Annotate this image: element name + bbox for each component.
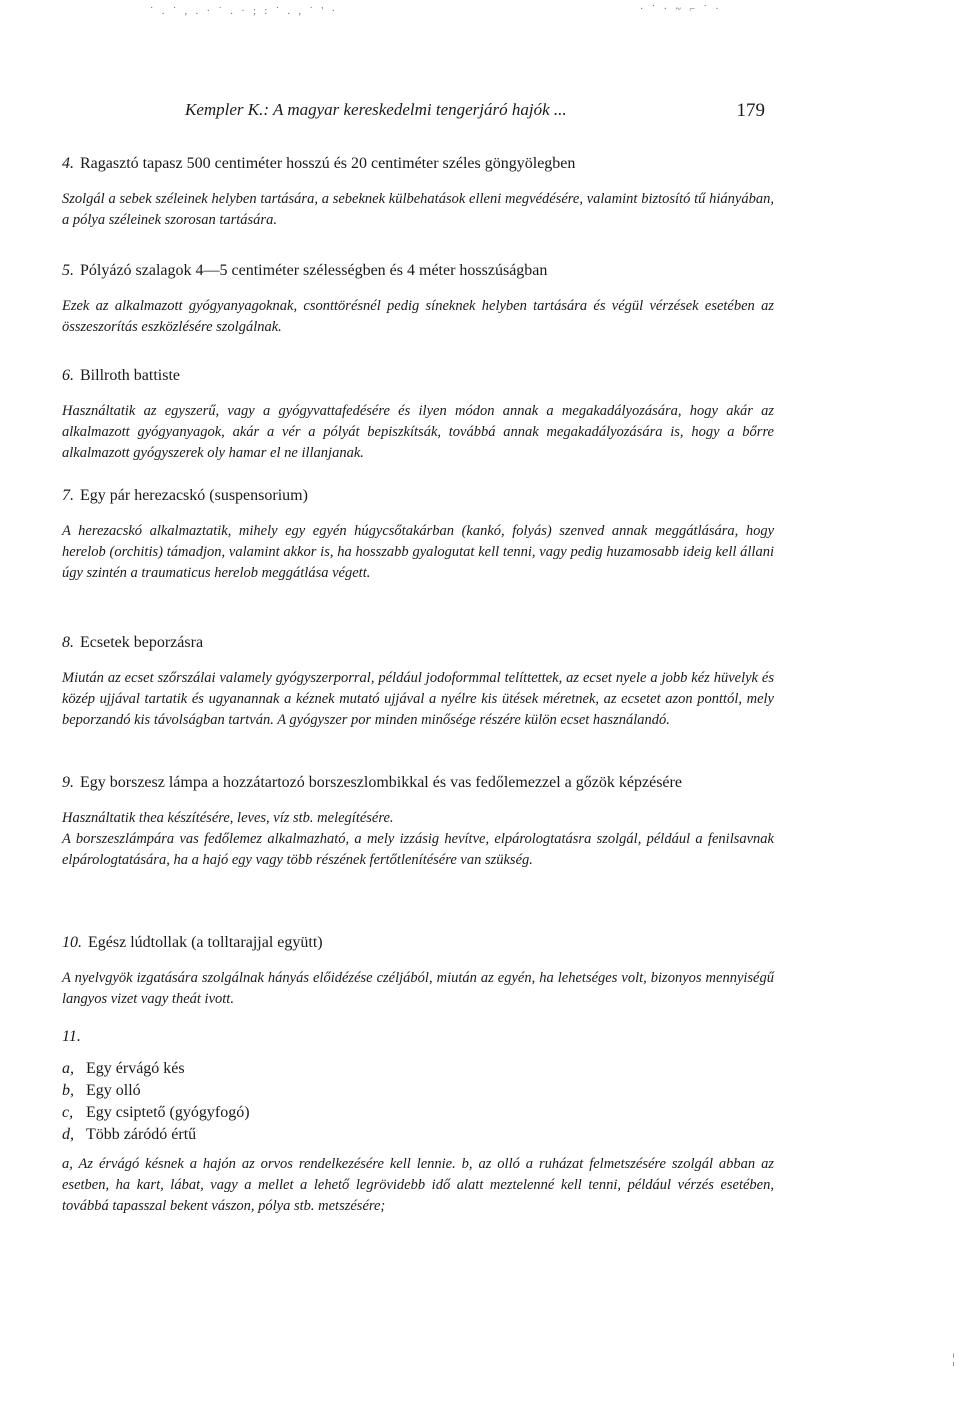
section-heading bbox=[62, 260, 774, 282]
section-5 bbox=[62, 260, 774, 338]
section-title: Pólyázó szalagok 4—5 centiméter szélességben és 4 méter hosszúságban bbox=[80, 262, 548, 279]
section-number: 7. bbox=[62, 487, 74, 504]
section-9 bbox=[62, 772, 774, 871]
item-letter: a, bbox=[62, 1060, 74, 1077]
section-8 bbox=[62, 632, 774, 731]
section-body: Szolgál a sebek széleinek helyben tartására, a sebeknek külbehatások elleni megvédésére, valamint biztosító tű hiányában, a pólya széleinek szorosan tartására. bbox=[62, 191, 774, 228]
section-title: Ragasztó tapasz 500 centiméter hosszú és 20 centiméter széles göngyölegben bbox=[80, 155, 576, 172]
body-paragraph: A borszeszlámpára vas fedőlemez alkalmazható, a mely izzásig hevítve, elpárologtatásra szolgál, például a fenilsavnak elpárologtatására, ha a hajó egy vagy több részének fertőtlenítésére van szükség. bbox=[62, 831, 774, 868]
item-text: Egy érvágó kés bbox=[86, 1060, 185, 1077]
item-letter: b, bbox=[62, 1082, 74, 1099]
item-letter: d, bbox=[62, 1126, 74, 1143]
scan-mark: ¦ bbox=[952, 1352, 955, 1367]
section-7 bbox=[62, 485, 774, 584]
section-number: 6. bbox=[62, 367, 74, 384]
section-heading bbox=[62, 932, 774, 954]
item-letter: c, bbox=[62, 1104, 74, 1121]
section-number: 8. bbox=[62, 634, 74, 651]
running-header bbox=[185, 100, 765, 124]
section-body: Miután az ecset szőrszálai valamely gyógyszerporral, például jodoformmal telíttettek, az ecset nyele a jobb kéz hüvelyk és közép ujjával tartatik és ugyanannak a kéznek mutató ujjával a nyélre kis ütések méretnek, az ecsetet azon ponttól, mely beporzandó kis távolságban tartván. A gyógyszer por minden minősége részére külön ecset használandó. bbox=[62, 670, 774, 728]
section-title: Ecsetek beporzásra bbox=[80, 634, 204, 651]
section-heading bbox=[62, 485, 774, 507]
section-number: 10. bbox=[62, 934, 82, 951]
section-11 bbox=[62, 1026, 774, 1217]
section-title: Egy borszesz lámpa a hozzátartozó borszeszlombikkal és vas fedőlemezzel a gőzök képzésére bbox=[80, 774, 682, 791]
section-heading bbox=[62, 1026, 774, 1048]
section-title: Billroth battiste bbox=[80, 367, 180, 384]
header-title: Kempler K.: A magyar kereskedelmi tengerjáró hajók ... bbox=[185, 100, 567, 119]
instrument-list bbox=[62, 1058, 774, 1146]
item-text: Egy olló bbox=[86, 1082, 141, 1099]
section-body bbox=[62, 808, 774, 871]
section-body: Ezek az alkalmazott gyógyanyagoknak, csonttörésnél pedig síneknek helyben tartására és végül vérzések esetében az összeszorítás eszközlésére szolgálnak. bbox=[62, 298, 774, 335]
section-number: 5. bbox=[62, 262, 74, 279]
section-4 bbox=[62, 153, 774, 231]
section-title: Egy pár herezacskó (suspensorium) bbox=[80, 487, 308, 504]
section-heading bbox=[62, 772, 774, 794]
section-body: A herezacskó alkalmaztatik, mihely egy egyén húgycsőtakárban (kankó, folyás) szenved annak meggátlására, hogy herelob (orchitis) támadjon, valamint akkor is, ha hosszabb gyalogutat kell tenni, vagy pedig huzamosabb ideig kell állani úgy szintén a traumaticus herelob meggátlása végett. bbox=[62, 523, 774, 581]
scan-specks: ˙ . ˙ , . · ˙ . · ; : ˙ . , ˙ ' · bbox=[150, 6, 338, 17]
section-heading bbox=[62, 153, 774, 175]
section-title: Egész lúdtollak (a tolltarajjal együtt) bbox=[88, 934, 323, 951]
section-6 bbox=[62, 365, 774, 464]
body-paragraph: Használtatik thea készítésére, leves, víz stb. melegítésére. bbox=[62, 810, 394, 826]
section-10 bbox=[62, 932, 774, 1010]
section-body: Használtatik az egyszerű, vagy a gyógyvattafedésére és ilyen módon annak a megakadályozására, hogy akár az alkalmazott gyógyanyagok, akár a vér a pólyát bepiszkítsák, továbbá annak megakadályozására is, hogy a bőrre alkalmazott gyógyszerek oly hamar el ne illanjanak. bbox=[62, 403, 774, 461]
section-number: 9. bbox=[62, 774, 74, 791]
scan-specks-right: · ˙ · ~ ⌐ ˙ · bbox=[640, 4, 722, 15]
list-item bbox=[62, 1102, 774, 1124]
section-body: A nyelvgyök izgatására szolgálnak hányás előidézése czéljából, miután az egyén, ha lehetséges volt, bizonyos mennyiségű langyos vizet vagy theát ivott. bbox=[62, 970, 774, 1007]
section-number: 4. bbox=[62, 155, 74, 172]
section-heading bbox=[62, 365, 774, 387]
section-body: a, Az érvágó késnek a hajón az orvos rendelkezésére kell lennie. b, az olló a ruházat felmetszésére szolgál abban az esetben, ha kart, lábat, vagy a mellet a lehető legrövidebb idő alatt meztelenné kell tenni, például vérzés esetében, továbbá tapasszal bekent vászon, pólya stb. metszésére; bbox=[62, 1156, 774, 1214]
list-item bbox=[62, 1080, 774, 1102]
section-heading bbox=[62, 632, 774, 654]
list-item bbox=[62, 1058, 774, 1080]
page-number: 179 bbox=[736, 100, 765, 121]
item-text: Egy csiptető (gyógyfogó) bbox=[86, 1104, 250, 1121]
item-text: Több záródó értű bbox=[86, 1126, 197, 1143]
section-number: 11. bbox=[62, 1028, 81, 1045]
list-item bbox=[62, 1124, 774, 1146]
